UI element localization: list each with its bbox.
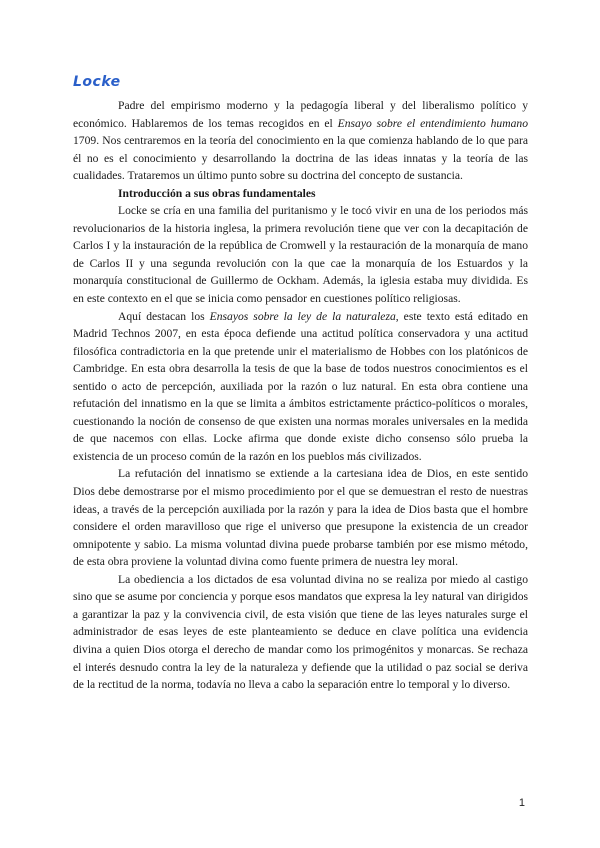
document-title: Locke: [73, 74, 121, 90]
essays-text-1: Aquí destacan los: [118, 309, 210, 323]
paragraph-obedience: La obediencia a los dictados de esa voluntad divina no se realiza por miedo al castigo sino que se asume por conciencia y porque esos mandatos que expresa la ley natural van dirigidos a garantizar la paz y la convivencia civil, de esta visión que tiene de las leyes naturales surge el administrador de esas leyes de este planteamiento se deduce en clave política una evidencia divina a quien Dios otorga el derecho de mandar como los primogénitos y monarcas. Se rechaza el interés desnudo contra la ley de la naturaleza y defiende que la utilidad o paz social se deriva de la rectitud de la norma, todavía no lleva a cabo la separación entre lo temporal y lo diverso.: [73, 572, 528, 692]
document-body: [73, 97, 528, 694]
section-heading: Introducción a sus obras fundamentales: [118, 186, 316, 200]
paragraph-context: Locke se cría en una familia del puritanismo y le tocó vivir en una de los periodos más revolucionarios de la historia inglesa, la primera revolución tiene que ver con la decapitación de Carlos I y la instauración de la república de Cromwell y la restauración de la monarquía de mano de Carlos II y una segunda revolución con la que cae la monarquía de los Estuardos y la monarquía constitucional de Guillermo de Ockham. Además, la iglesia estaba muy dividida. Es en este contexto en el que se inicia como pensador en cuestiones político religiosas.: [73, 204, 528, 306]
intro-text-1: Padre del empirismo moderno y la pedagogía liberal y del liberalismo político y económico. Hablaremos de los temas recogidos en el: [73, 99, 528, 130]
paragraph-essays: [73, 308, 528, 466]
paragraph-innatism: La refutación del innatismo se extiende a la cartesiana idea de Dios, en este sentido Dios debe demostrarse por el mismo procedimiento por el que se demuestran el resto de nuestras ideas, a través de la percepción auxiliada por la razón y para la idea de Dios basta que el hombre considere el orden maravilloso que rige el universo que presupone la existencia de un creador omnipotente y sabio. La misma voluntad divina puede probarse también por ese mismo método, de esta obra proviene la voluntad divina como fuente primera de nuestra ley moral.: [73, 467, 528, 569]
intro-book-title: Ensayo sobre el entendimiento humano: [337, 116, 528, 130]
page-number: 1: [518, 797, 525, 809]
intro-paragraph: [73, 97, 528, 185]
essays-text-2: , este texto está editado en Madrid Technos 2007, en esta época defiende una actitud política conservadora y una actitud filosófica contradictoria en la que pretende unir el materialismo de Hobbes con los platónicos de Cambridge. En esta obra desarrolla la tesis de que la base de todos nuestros conocimientos es el sentido o acto de percepción, auxiliada por la razón o luz natural. En esta obra contiene una refutación del innatismo en la que se limita a ámbitos estrictamente práctico-políticos o morales, cuestionando la noción de consenso de que existen una normas morales universales en la medida de que nacemos con ellas. Locke afirma que donde existe dicho consenso sólo prueba la existencia de un proceso común de la razón en los pueblos más civilizados.: [73, 309, 528, 463]
intro-text-2: 1709. Nos centraremos en la teoría del conocimiento en la que comienza hablando de lo que para él no es el conocimiento y desarrollando la doctrina de las ideas innatas y la teoría de las cualidades. Trataremos un último punto sobre su doctrina del concepto de sustancia.: [73, 134, 528, 183]
essays-book-title: Ensayos sobre la ley de la naturaleza: [209, 309, 396, 323]
